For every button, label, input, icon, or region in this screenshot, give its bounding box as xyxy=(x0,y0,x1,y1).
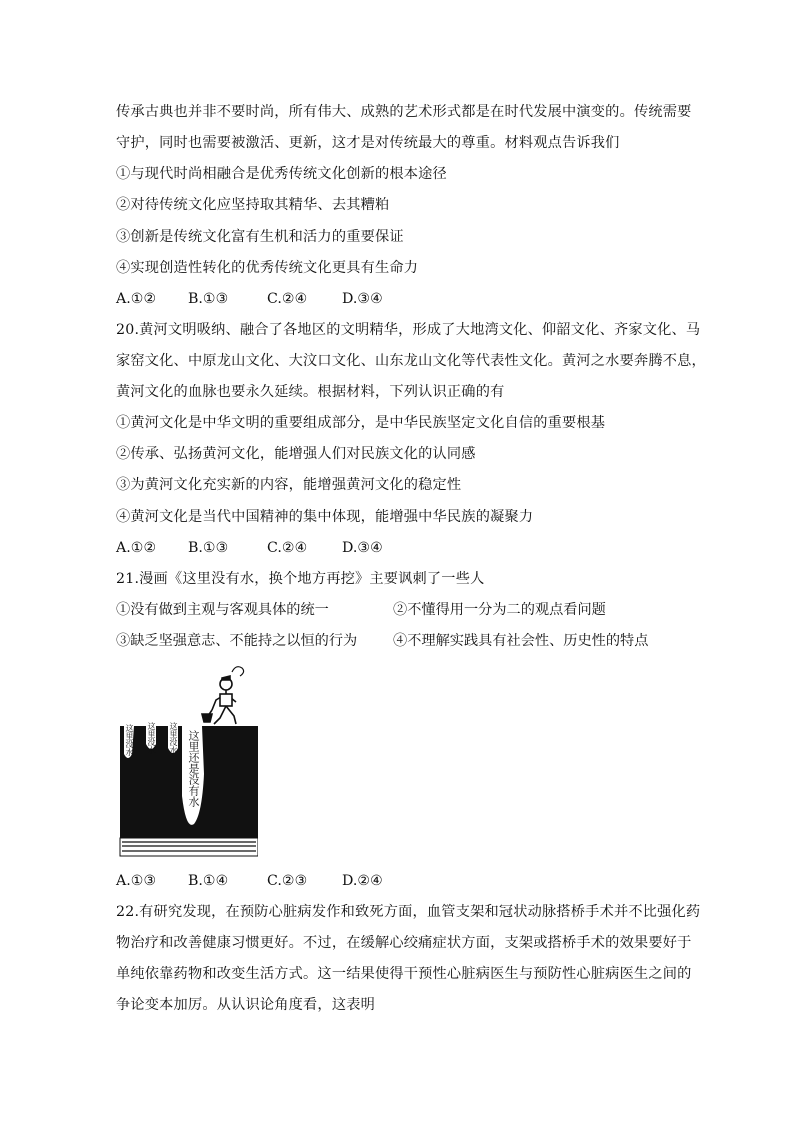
q19-statement-2: ②对待传统文化应坚持取其精华、去其糟粕 xyxy=(116,197,390,213)
q21-stem-line-1: 21.漫画《这里没有水，换个地方再挖》主要讽刺了一些人 xyxy=(116,571,485,587)
q19-statement-1: ①与现代时尚相融合是优秀传统文化创新的根本途径 xyxy=(116,166,447,182)
q20-option-d[interactable]: D.③④ xyxy=(342,540,383,556)
cartoon-label-1: 这里没水 xyxy=(125,724,134,756)
q20-stem-line-3: 黄河文化的血脉也要永久延续。根据材料，下列认识正确的有 xyxy=(116,384,505,400)
q21-statement-2: ②不懂得用一分为二的观点看问题 xyxy=(393,602,606,618)
q20-statement-2: ②传承、弘扬黄河文化，能增强人们对民族文化的认同感 xyxy=(116,446,476,462)
q20-option-b[interactable]: B.①③ xyxy=(188,540,229,556)
q21-option-c[interactable]: C.②③ xyxy=(267,873,308,889)
q21-statement-4: ④不理解实践具有社会性、历史性的特点 xyxy=(393,633,649,649)
q19-stem-line-1: 传承古典也并非不要时尚，所有伟大、成熟的艺术形式都是在时代发展中演变的。传统需要 xyxy=(116,104,692,120)
q21-option-a[interactable]: A.①③ xyxy=(116,873,157,889)
q22-stem-line-2: 物治疗和改善健康习惯更好。不过，在缓解心绞痛症状方面，支架或搭桥手术的效果要好于 xyxy=(116,935,692,951)
q19-option-a[interactable]: A.①② xyxy=(116,291,157,307)
cartoon-label-4: 这里还是没有水 xyxy=(187,730,200,807)
q20-stem-line-1: 20.黄河文明吸纳、融合了各地区的文明精华，形成了大地湾文化、仰韶文化、齐家文化、马 xyxy=(116,322,701,338)
cartoon-man xyxy=(212,667,244,724)
q19-statement-4: ④实现创造性转化的优秀传统文化更具有生命力 xyxy=(116,260,419,276)
q19-option-d[interactable]: D.③④ xyxy=(342,291,383,307)
q21-cartoon xyxy=(116,664,258,858)
q20-option-a[interactable]: A.①② xyxy=(116,540,157,556)
q20-statement-3: ③为黄河文化充实新的内容，能增强黄河文化的稳定性 xyxy=(116,477,462,493)
q20-option-c[interactable]: C.②④ xyxy=(267,540,308,556)
cartoon-shovel xyxy=(202,710,212,722)
q20-statement-4: ④黄河文化是当代中国精神的集中体现，能增强中华民族的凝聚力 xyxy=(116,509,534,525)
q20-statement-1: ①黄河文化是中华文明的重要组成部分，是中华民族坚定文化自信的重要根基 xyxy=(116,415,606,431)
q19-option-b[interactable]: B.①③ xyxy=(188,291,229,307)
q21-statement-1: ①没有做到主观与客观具体的统一 xyxy=(116,602,329,618)
q19-statement-3: ③创新是传统文化富有生机和活力的重要保证 xyxy=(116,229,404,245)
q20-stem-line-2: 家窑文化、中原龙山文化、大汶口文化、山东龙山文化等代表性文化。黄河之水要奔腾不息， xyxy=(116,353,706,369)
q22-stem-line-1: 22.有研究发现，在预防心脏病发作和致死方面，血管支架和冠状动脉搭桥手术并不比强化药 xyxy=(116,904,701,920)
cartoon-water xyxy=(120,838,258,856)
q21-option-b[interactable]: B.①④ xyxy=(188,873,229,889)
q19-stem-line-2: 守护，同时也需要被激活、更新，这才是对传统最大的尊重。材料观点告诉我们 xyxy=(116,135,620,151)
cartoon-label-2: 这里没水 xyxy=(147,722,156,754)
q19-option-c[interactable]: C.②④ xyxy=(267,291,308,307)
q21-option-d[interactable]: D.②④ xyxy=(342,873,383,889)
cartoon-label-3: 这里没水 xyxy=(169,722,178,754)
q22-stem-line-4: 争论变本加厉。从认识论角度看，这表明 xyxy=(116,997,375,1013)
q22-stem-line-3: 单纯依靠药物和改变生活方式。这一结果使得干预性心脏病医生与预防性心脏病医生之间的 xyxy=(116,966,692,982)
q21-statement-3: ③缺乏坚强意志、不能持之以恒的行为 xyxy=(116,633,358,649)
